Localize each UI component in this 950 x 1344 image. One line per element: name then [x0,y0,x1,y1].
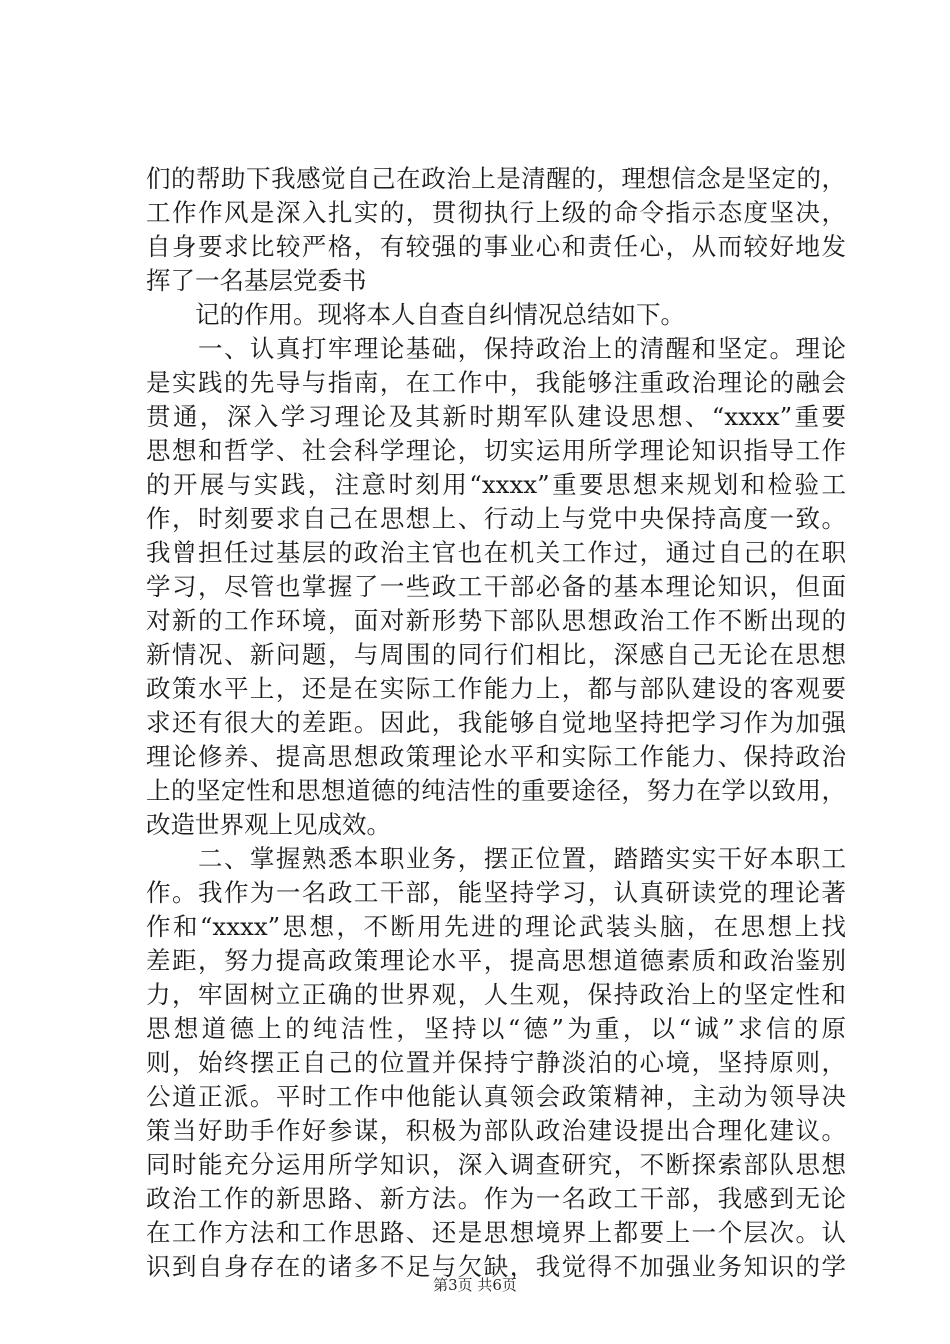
text-line: 改造世界观上见成效。 [146,810,391,839]
text-line: 是实践的先导与指南，在工作中，我能够注重政治理论的融会 [146,368,846,397]
text-line: 理论修养、提高思想政策理论水平和实际工作能力、保持政治 [146,742,846,771]
text-line: 思想和哲学、社会科学理论，切实运用所学理论知识指导工作 [146,436,846,465]
text-line: 策当好助手作好参谋，积极为部队政治建设提出合理化建议。 [146,1116,846,1145]
text-line: 公道正派。平时工作中他能认真领会政策精神，主动为领导决 [146,1082,846,1111]
text-line: 求还有很大的差距。因此，我能够自觉地坚持把学习作为加强 [146,708,846,737]
text-line: 政治工作的新思路、新方法。作为一名政工干部，我感到无论 [146,1184,846,1213]
text-line: 差距，努力提高政策理论水平，提高思想道德素质和政治鉴别 [146,946,846,975]
text-line: 上的坚定性和思想道德的纯洁性的重要途径，努力在学以致用， [146,776,846,805]
text-line: 同时能充分运用所学知识，深入调查研究，不断探索部队思想 [146,1150,846,1179]
text-line: 力，牢固树立正确的世界观，人生观，保持政治上的坚定性和 [146,980,846,1009]
text-line: 工作作风是深入扎实的，贯彻执行上级的命令指示态度坚决， [146,198,846,227]
text-line: 识到自身存在的诸多不足与欠缺，我觉得不加强业务知识的学 [146,1252,846,1281]
text-line: 作和“xxxx”思想，不断用先进的理论武装头脑，在思想上找 [146,912,846,941]
text-line: 政策水平上，还是在实际工作能力上，都与部队建设的客观要 [146,674,846,703]
text-line: 贯通，深入学习理论及其新时期军队建设思想、“xxxx”重要 [146,402,846,431]
text-line: 二、掌握熟悉本职业务，摆正位置，踏踏实实干好本职工 [146,844,846,873]
text-line: 学习，尽管也掌握了一些政工干部必备的基本理论知识，但面 [146,572,846,601]
text-line: 作，时刻要求自己在思想上、行动上与党中央保持高度一致。 [146,504,846,533]
text-line: 的开展与实践，注意时刻用“xxxx”重要思想来规划和检验工 [146,470,846,499]
text-line: 们的帮助下我感觉自己在政治上是清醒的，理想信念是坚定的， [146,164,846,193]
page-footer: 第3页 共6页 [433,1276,517,1294]
text-line: 我曾担任过基层的政治主官也在机关工作过，通过自己的在职 [146,538,846,567]
text-line: 作。我作为一名政工干部，能坚持学习，认真研读党的理论著 [146,878,846,907]
text-line: 挥了一名基层党委书 [146,266,367,295]
document-body [146,162,846,1284]
text-line: 记的作用。现将本人自查自纠情况总结如下。 [146,300,685,329]
text-line: 自身要求比较严格，有较强的事业心和责任心，从而较好地发 [146,232,846,261]
text-line: 新情况、新问题，与周围的同行们相比，深感自己无论在思想 [146,640,846,669]
text-line: 思想道德上的纯洁性，坚持以“德”为重，以“诚”求信的原 [146,1014,846,1043]
text-line: 在工作方法和工作思路、还是思想境界上都要上一个层次。认 [146,1218,846,1247]
text-line: 对新的工作环境，面对新形势下部队思想政治工作不断出现的 [146,606,846,635]
text-line: 则，始终摆正自己的位置并保持宁静淡泊的心境，坚持原则， [146,1048,846,1077]
text-line: 一、认真打牢理论基础，保持政治上的清醒和坚定。理论 [146,334,846,363]
